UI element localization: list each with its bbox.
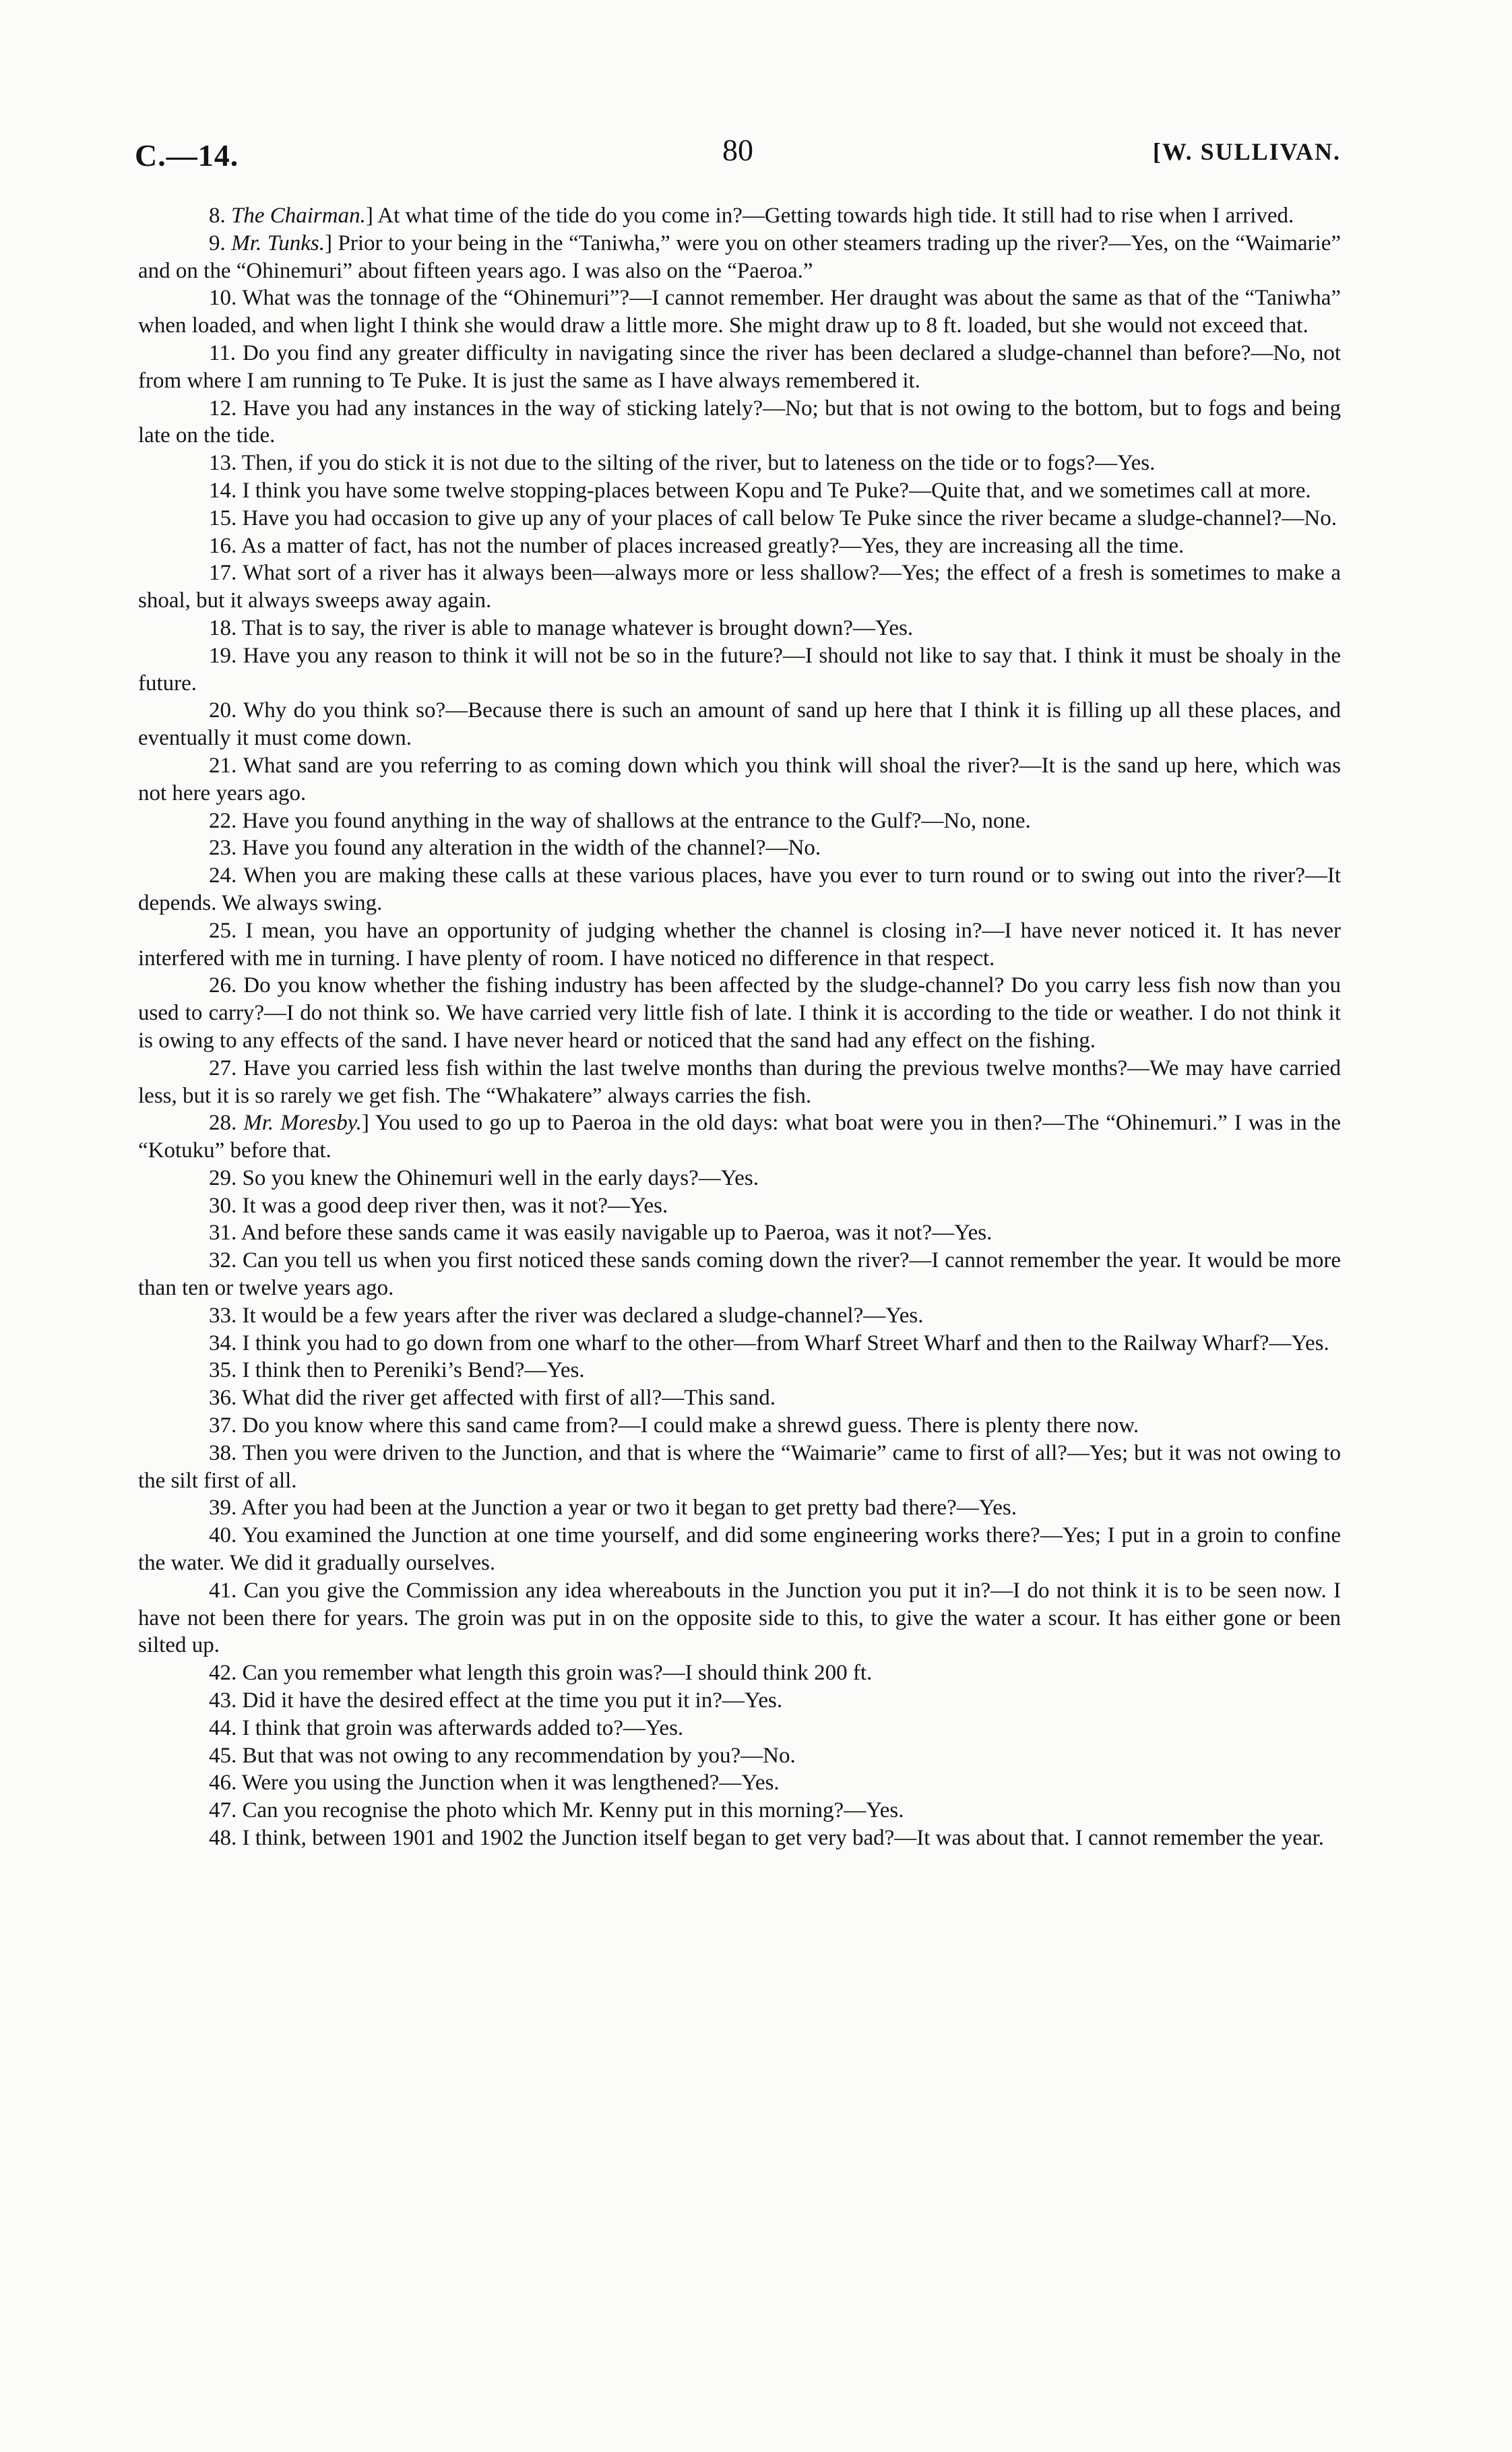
question-number: 27. xyxy=(209,1055,237,1080)
document-reference: C.—14. xyxy=(135,138,239,173)
qa-paragraph xyxy=(138,1165,1341,1192)
speaker-name: Mr. Tunks. xyxy=(231,231,325,255)
qa-paragraph xyxy=(138,1769,1341,1797)
question-number: 26. xyxy=(209,973,237,998)
question-answer-text: I think, between 1901 and 1902 the Junction itself began to get very bad?—It was about that. I cannot remember the year. xyxy=(242,1826,1325,1851)
qa-paragraph xyxy=(138,1247,1341,1302)
question-answer-text: Can you tell us when you first noticed these sands coming down the river?—I cannot remember the year. It would be more than ten or twelve years ago. xyxy=(138,1248,1341,1301)
question-answer-text: At what time of the tide do you come in?—Getting towards high tide. It still had to rise when I arrived. xyxy=(377,204,1294,228)
qa-paragraph xyxy=(138,917,1341,973)
question-number: 44. xyxy=(209,1715,237,1740)
qa-paragraph xyxy=(138,1192,1341,1220)
question-number: 22. xyxy=(209,808,237,833)
question-answer-text: Have you any reason to think it will not be so in the future?—I should not like to say that. I think it must be shoaly in the future. xyxy=(138,643,1341,696)
question-number: 32. xyxy=(209,1248,237,1273)
qa-paragraph xyxy=(138,752,1341,807)
qa-paragraph xyxy=(138,1055,1341,1110)
qa-paragraph xyxy=(138,1302,1341,1330)
question-answer-text: Then, if you do stick it is not due to the silting of the river, but to lateness on the tide or to fogs?—Yes. xyxy=(241,451,1156,476)
question-number: 42. xyxy=(209,1661,237,1686)
qa-paragraph xyxy=(138,862,1341,917)
witness-name: [W. SULLIVAN. xyxy=(1152,138,1341,165)
question-number: 35. xyxy=(209,1358,237,1383)
question-answer-text: What was the tonnage of the “Ohinemuri”?—I cannot remember. Her draught was about the same as that of the “Taniwha” when loaded, and when light I think she would draw a little more. She might draw up to 8 ft. loaded, but she would not exceed that. xyxy=(138,286,1341,338)
qa-paragraph: 9. Mr. Tunks.] Prior to your being in the “Taniwha,” were you on other steamers trading up the river?—Yes, on the “Waimarie” and on the “Ohinemuri” about fifteen years ago. I was also on the “Paeroa.” xyxy=(138,231,1341,283)
question-number: 9. xyxy=(209,231,226,255)
question-number: 15. xyxy=(209,505,237,530)
question-number: 24. xyxy=(209,863,237,888)
qa-paragraph xyxy=(138,615,1341,642)
question-answer-text: Can you give the Commission any idea whereabouts in the Junction you put it in?—I do not think it is to be seen now. I have not been there for years. The groin was put in on the opposite side to this, to give the water a scour. It has either gone or been silted up. xyxy=(138,1578,1342,1658)
question-answer-text: I mean, you have an opportunity of judging whether the channel is closing in?—I have never noticed it. It has never interfered with me in turning. I have plenty of room. I have noticed no difference in that respect. xyxy=(138,918,1341,971)
question-answer-text: After you had been at the Junction a year or two it began to get pretty bad there?—Yes. xyxy=(241,1496,1017,1521)
qa-paragraph: 28. Mr. Moresby.] You used to go up to Paeroa in the old days: what boat were you in then?—The “Ohinemuri.” I was in the “Kotuku” before that. xyxy=(138,1111,1341,1163)
question-number: 33. xyxy=(209,1303,237,1328)
question-number: 47. xyxy=(209,1798,237,1823)
qa-paragraph xyxy=(138,1219,1341,1247)
qa-paragraph xyxy=(138,532,1341,560)
question-answer-text: Have you had occasion to give up any of your places of call below Te Puke since the river became a sludge-channel?—No. xyxy=(242,505,1337,530)
question-answer-text: It would be a few years after the river was declared a sludge-channel?—Yes. xyxy=(242,1303,924,1328)
qa-paragraph xyxy=(138,395,1341,450)
qa-paragraph xyxy=(138,1330,1341,1357)
question-answer-text: What sand are you referring to as coming down which you think will shoal the river?—It is the sand up here, which was not here years ago. xyxy=(138,753,1342,805)
speaker-name: Mr. Moresby. xyxy=(243,1111,362,1136)
qa-paragraph xyxy=(138,340,1341,395)
question-number: 40. xyxy=(209,1523,237,1548)
question-answer-text: What did the river get affected with first of all?—This sand. xyxy=(241,1386,776,1411)
question-number: 16. xyxy=(209,533,237,558)
question-answer-text: Have you had any instances in the way of sticking lately?—No; but that is not owing to the bottom, but to fogs and being late on the tide. xyxy=(138,396,1341,448)
question-number: 43. xyxy=(209,1688,237,1713)
question-number: 46. xyxy=(209,1771,237,1796)
question-answer-text: Did it have the desired effect at the time you put it in?—Yes. xyxy=(242,1688,783,1713)
qa-paragraph xyxy=(138,477,1341,505)
question-number: 11. xyxy=(209,340,237,365)
question-number: 34. xyxy=(209,1330,237,1355)
question-answer-text: So you knew the Ohinemuri well in the early days?—Yes. xyxy=(242,1165,759,1190)
question-number: 18. xyxy=(209,615,237,640)
question-number: 29. xyxy=(209,1165,237,1190)
qa-paragraph xyxy=(138,1687,1341,1715)
testimony-body xyxy=(138,202,1341,1852)
qa-paragraph xyxy=(138,505,1341,532)
question-answer-text: It was a good deep river then, was it not?—Yes. xyxy=(242,1193,668,1218)
qa-paragraph: 8. The Chairman.] At what time of the tide do you come in?—Getting towards high tide. It still had to rise when I arrived. xyxy=(209,204,1294,228)
qa-paragraph xyxy=(138,1742,1341,1770)
question-number: 25. xyxy=(209,918,237,943)
question-number: 41. xyxy=(209,1578,237,1603)
question-answer-text: That is to say, the river is able to manage whatever is brought down?—Yes. xyxy=(241,615,914,640)
qa-paragraph xyxy=(138,559,1341,615)
qa-paragraph xyxy=(138,1577,1341,1659)
page-header xyxy=(135,132,1341,179)
qa-paragraph xyxy=(138,972,1341,1054)
question-answer-text: Do you find any greater difficulty in navigating since the river has been declared a sludge-channel than before?—No, not from where I am running to Te Puke. It is just the same as I have always remembered it. xyxy=(138,340,1342,393)
question-answer-text: Can you recognise the photo which Mr. Kenny put in this morning?—Yes. xyxy=(242,1798,904,1823)
question-answer-text: You used to go up to Paeroa in the old days: what boat were you in then?—The “Ohinemuri.” I was in the “Kotuku” before that. xyxy=(138,1111,1341,1163)
question-answer-text: Have you carried less fish within the last twelve months than during the previous twelve months?—We may have carried less, but it is so rarely we get fish. The “Whakatere” always carries the fish. xyxy=(138,1055,1342,1108)
question-answer-text: When you are making these calls at these various places, have you ever to turn round or to swing out into the river?—It depends. We always swing. xyxy=(138,863,1342,915)
question-answer-text: I think you had to go down from one wharf to the other—from Wharf Street Wharf and then to the Railway Wharf?—Yes. xyxy=(242,1330,1329,1355)
qa-paragraph xyxy=(138,807,1341,835)
question-answer-text: What sort of a river has it always been—always more or less shallow?—Yes; the effect of a fresh is sometimes to make a shoal, but it always sweeps away again. xyxy=(138,561,1342,613)
question-number: 28. xyxy=(209,1111,237,1136)
question-number: 13. xyxy=(209,451,237,476)
question-number: 23. xyxy=(209,836,237,861)
question-number: 30. xyxy=(209,1193,237,1218)
question-answer-text: You examined the Junction at one time yourself, and did some engineering works there?—Yes; I put in a groin to confine the water. We did it gradually ourselves. xyxy=(138,1523,1341,1576)
qa-paragraph xyxy=(138,1825,1341,1852)
question-answer-text: Do you know where this sand came from?—I could make a shrewd guess. There is plenty there now. xyxy=(242,1413,1139,1438)
qa-paragraph xyxy=(138,284,1341,340)
question-answer-text: And before these sands came it was easily navigable up to Paeroa, was it not?—Yes. xyxy=(241,1221,993,1246)
question-answer-text: Why do you think so?—Because there is such an amount of sand up here that I think it is filling up all these places, and eventually it must come down. xyxy=(138,698,1341,751)
question-answer-text: I think that groin was afterwards added to?—Yes. xyxy=(242,1715,684,1740)
question-number: 48. xyxy=(209,1826,237,1851)
question-number: 20. xyxy=(209,698,237,723)
question-number: 8. xyxy=(209,204,226,228)
speaker-name: The Chairman. xyxy=(231,204,366,228)
qa-paragraph xyxy=(138,1494,1341,1522)
qa-paragraph xyxy=(138,1797,1341,1825)
question-number: 21. xyxy=(209,753,237,778)
question-number: 36. xyxy=(209,1386,237,1411)
question-number: 17. xyxy=(209,561,237,586)
qa-paragraph xyxy=(138,1440,1341,1495)
question-number: 39. xyxy=(209,1496,237,1521)
question-number: 14. xyxy=(209,478,237,503)
qa-paragraph xyxy=(138,1522,1341,1577)
qa-paragraph xyxy=(138,1357,1341,1384)
page-number: 80 xyxy=(722,133,753,167)
question-answer-text: I think you have some twelve stopping-places between Kopu and Te Puke?—Quite that, and we sometimes call at more. xyxy=(242,478,1311,503)
question-number: 37. xyxy=(209,1413,237,1438)
qa-paragraph xyxy=(138,1659,1341,1687)
question-number: 19. xyxy=(209,643,237,668)
question-answer-text: Have you found any alteration in the width of the channel?—No. xyxy=(242,836,821,861)
question-answer-text: Then you were driven to the Junction, and that is where the “Waimarie” came to first of all?—Yes; but it was not owing to the silt first of all. xyxy=(138,1440,1341,1493)
question-number: 45. xyxy=(209,1743,237,1768)
question-answer-text: I think then to Pereniki’s Bend?—Yes. xyxy=(242,1358,585,1383)
qa-paragraph xyxy=(138,450,1341,477)
qa-paragraph xyxy=(138,1412,1341,1440)
qa-paragraph xyxy=(138,834,1341,862)
question-answer-text: Can you remember what length this groin was?—I should think 200 ft. xyxy=(242,1661,873,1686)
question-answer-text: As a matter of fact, has not the number of places increased greatly?—Yes, they are increasing all the time. xyxy=(241,533,1185,558)
question-answer-text: But that was not owing to any recommendation by you?—No. xyxy=(242,1743,796,1768)
question-answer-text: Do you know whether the fishing industry has been affected by the sludge-channel? Do you carry less fish now than you used to carry?—I do not think so. We have carried very little fish of late. I think it is according to the tide or weather. I do not think it is owing to any effects of the sand. I have never heard or noticed that the sand had any effect on the fishing. xyxy=(138,973,1342,1053)
qa-paragraph xyxy=(138,697,1341,752)
qa-paragraph xyxy=(138,642,1341,698)
qa-paragraph xyxy=(138,1384,1341,1412)
qa-paragraph xyxy=(138,1715,1341,1742)
question-answer-text: Have you found anything in the way of shallows at the entrance to the Gulf?—No, none. xyxy=(242,808,1031,833)
question-answer-text: Prior to your being in the “Taniwha,” were you on other steamers trading up the river?—Yes, on the “Waimarie” and on the “Ohinemuri” about fifteen years ago. I was also on the “Paeroa.” xyxy=(138,231,1341,283)
question-number: 31. xyxy=(209,1221,237,1246)
question-number: 38. xyxy=(209,1440,237,1465)
question-answer-text: Were you using the Junction when it was lengthened?—Yes. xyxy=(241,1771,780,1796)
question-number: 10. xyxy=(209,286,237,311)
question-number: 12. xyxy=(209,396,237,421)
